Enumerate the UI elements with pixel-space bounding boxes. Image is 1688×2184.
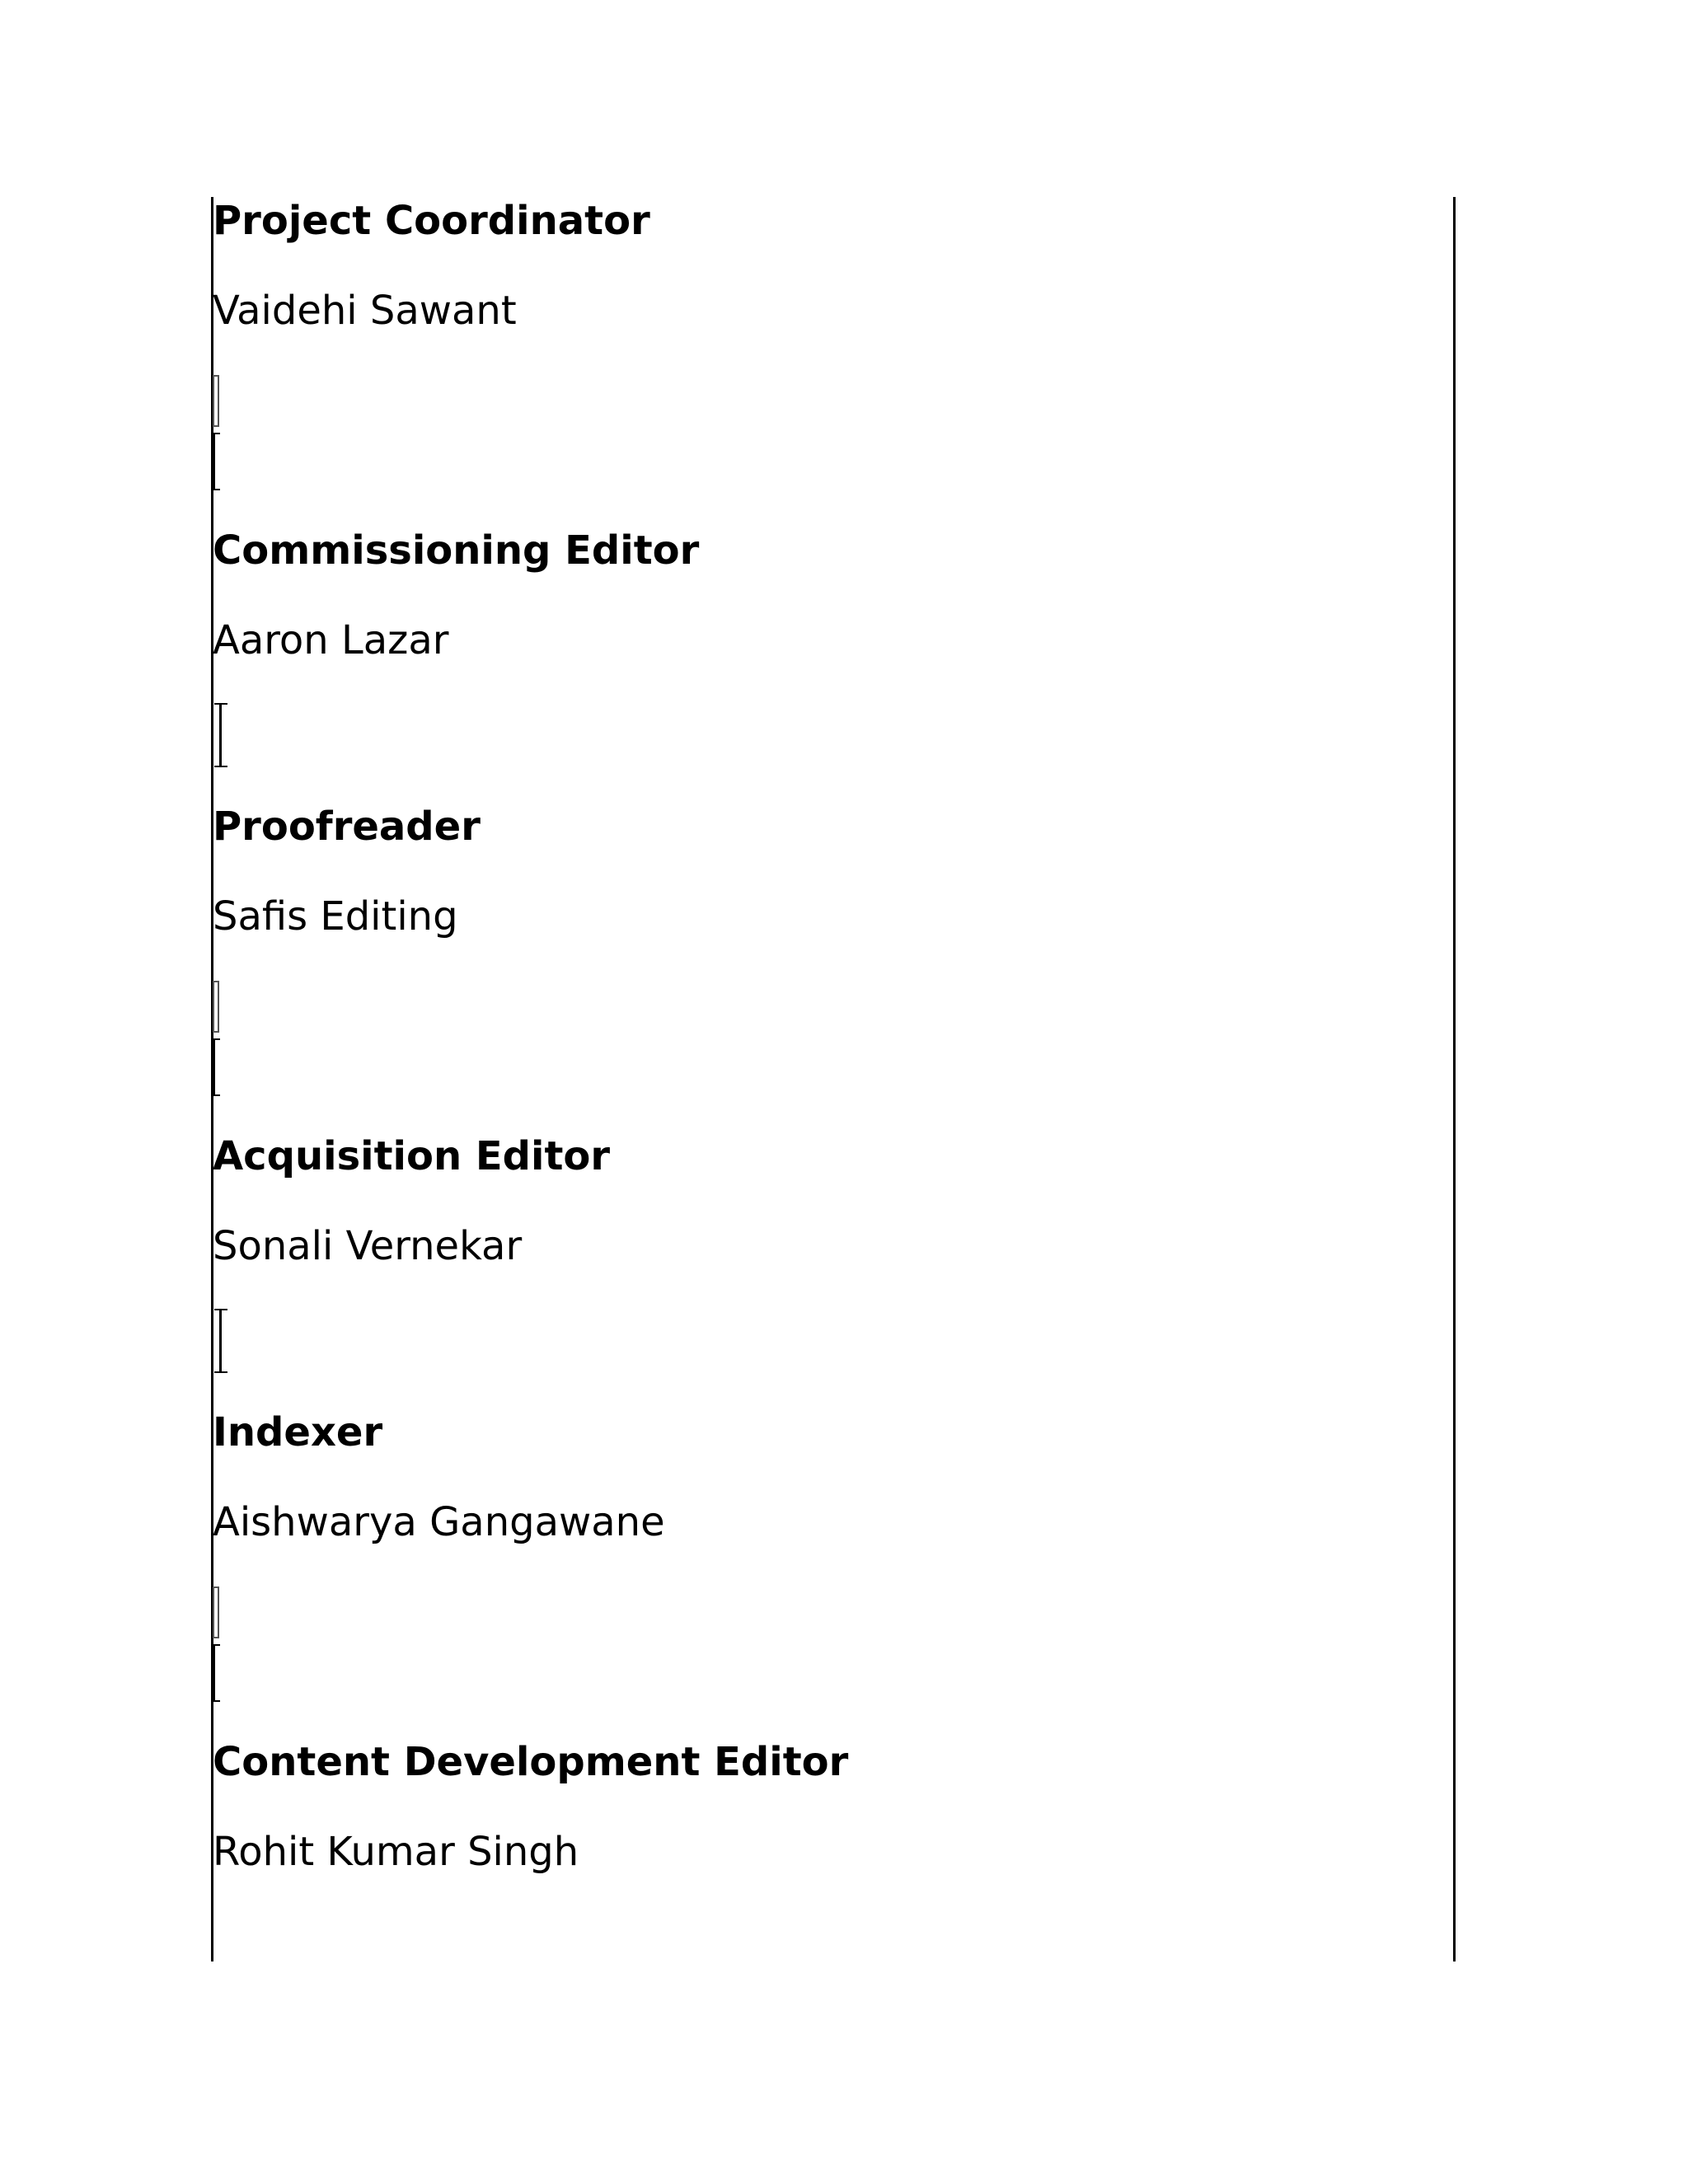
credit-name: Vaidehi Sawant	[213, 288, 517, 334]
margin-marker	[213, 375, 219, 427]
credit-role: Proofreader	[213, 804, 481, 850]
credit-name: Rohit Kumar Singh	[213, 1829, 579, 1875]
cursor-marker	[213, 703, 229, 767]
credit-role: Indexer	[213, 1409, 383, 1455]
credit-name: Aaron Lazar	[213, 617, 449, 663]
credit-name: Safis Editing	[213, 893, 458, 940]
cursor-marker	[213, 1309, 229, 1373]
credit-name: Aishwarya Gangawane	[213, 1499, 665, 1545]
margin-marker	[213, 1586, 219, 1638]
credit-role: Commissioning Editor	[213, 527, 700, 574]
credit-role: Acquisition Editor	[213, 1133, 611, 1179]
credit-name: Sonali Vernekar	[213, 1223, 523, 1269]
credit-role: Project Coordinator	[213, 198, 650, 244]
margin-bracket	[213, 433, 220, 490]
margin-bracket	[213, 1644, 220, 1702]
margin-marker	[213, 981, 219, 1033]
credit-role: Content Development Editor	[213, 1739, 849, 1785]
right-border-line	[1453, 197, 1456, 1961]
margin-bracket	[213, 1038, 220, 1096]
